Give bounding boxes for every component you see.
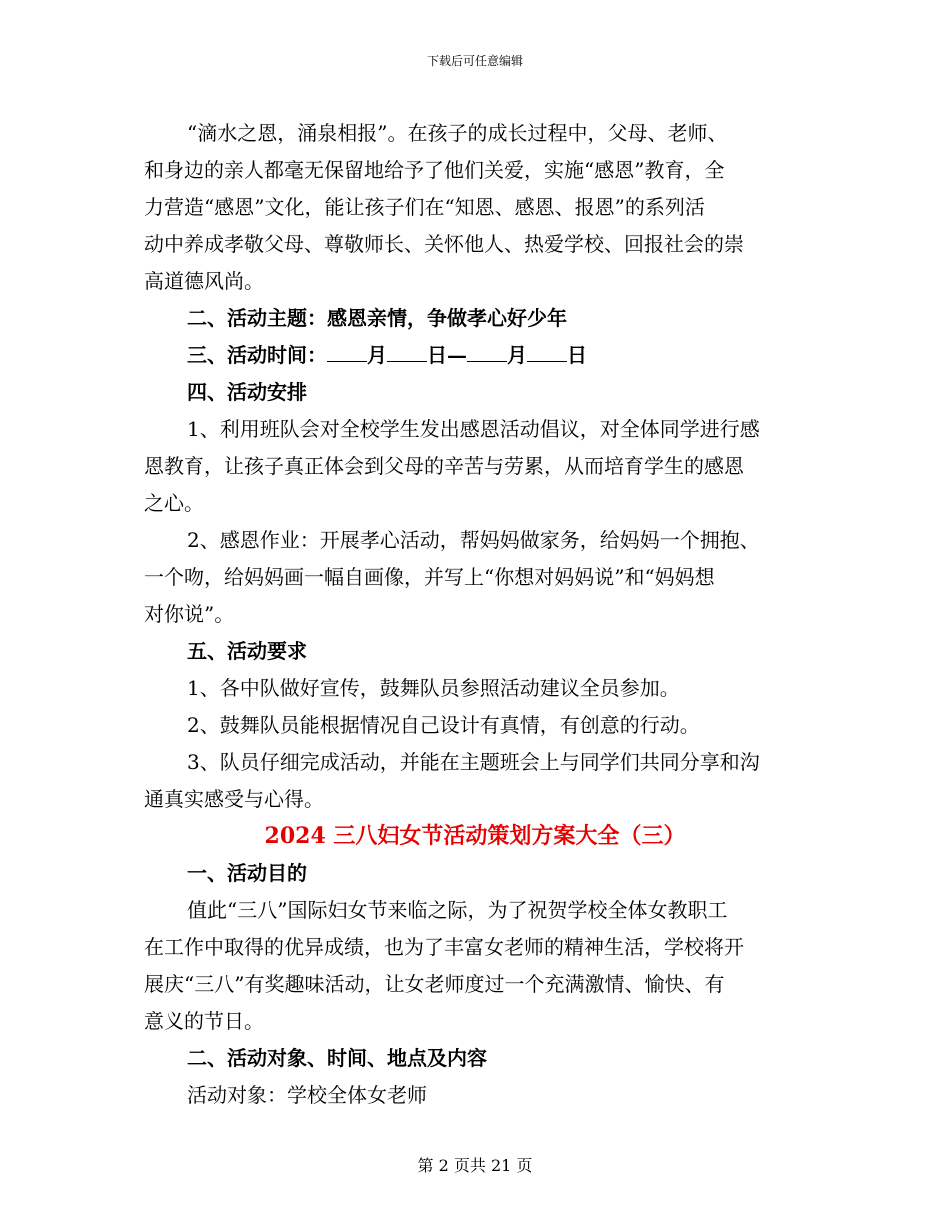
section-heading-theme: 二、活动主题：感恩亲情，争做孝心好少年 — [187, 306, 567, 330]
page-header: 下载后可任意编辑 — [426, 54, 523, 68]
arrangement-item-line: 1、利用班队会对全校学生发出感恩活动倡议，对全体同学进行感 — [187, 417, 760, 441]
blank-line — [387, 343, 427, 362]
section-heading-requirements: 五、活动要求 — [187, 639, 307, 663]
requirement-line: 2、鼓舞队员能根据情况自己设计有真情，有创意的行动。 — [187, 713, 700, 737]
arrangement-item-line: 之心。 — [144, 491, 204, 515]
time-prefix: 三、活动时间： — [187, 343, 327, 367]
intro-line: 动中养成孝敬父母、尊敬师长、关怀他人、热爱学校、回报社会的崇 — [144, 232, 744, 256]
document-title: 2024 三八妇女节活动策划方案大全（三） — [264, 823, 686, 849]
section-heading-target: 二、活动对象、时间、地点及内容 — [187, 1046, 487, 1070]
intro-line: 力营造“感恩”文化，能让孩子们在“知恩、感恩、报恩”的系列活 — [144, 195, 705, 219]
arrangement-item-line: 2、感恩作业：开展孝心活动，帮妈妈做家务，给妈妈一个拥抱、 — [187, 528, 760, 552]
purpose-line: 在工作中取得的优异成绩，也为了丰富女老师的精神生活，学校将开 — [144, 935, 744, 959]
intro-line: 和身边的亲人都毫无保留地给予了他们关爱，实施“感恩”教育，全 — [144, 158, 725, 182]
requirement-line: 1、各中队做好宣传，鼓舞队员参照活动建议全员参加。 — [187, 676, 680, 700]
time-month-1: 月 — [367, 343, 387, 367]
arrangement-item-line: 一个吻，给妈妈画一幅自画像，并写上“你想对妈妈说”和“妈妈想 — [144, 565, 715, 589]
purpose-line: 展庆“三八”有奖趣味活动，让女老师度过一个充满激情、愉快、有 — [144, 972, 725, 996]
arrangement-item-line: 对你说”。 — [144, 602, 235, 626]
purpose-line: 意义的节日。 — [144, 1009, 264, 1033]
target-line: 活动对象：学校全体女老师 — [187, 1083, 427, 1107]
section-heading-purpose: 一、活动目的 — [187, 861, 307, 885]
time-day-1: 日— — [427, 343, 467, 367]
arrangement-item-line: 恩教育，让孩子真正体会到父母的辛苦与劳累，从而培育学生的感恩 — [144, 454, 744, 478]
section-heading-time — [187, 337, 810, 374]
blank-line — [527, 343, 567, 362]
requirement-line: 通真实感受与心得。 — [144, 787, 324, 811]
section-heading-arrangement: 四、活动安排 — [187, 380, 307, 404]
requirement-line: 3、队员仔细完成活动，并能在主题班会上与同学们共同分享和沟 — [187, 750, 760, 774]
time-day-2: 日 — [567, 343, 587, 367]
purpose-line: 值此“三八”国际妇女节来临之际，为了祝贺学校全体女教职工 — [187, 898, 728, 922]
blank-line — [327, 343, 367, 362]
intro-line: “滴水之恩，涌泉相报”。在孩子的成长过程中，父母、老师、 — [187, 121, 728, 145]
time-month-2: 月 — [507, 343, 527, 367]
intro-line: 高道德风尚。 — [144, 269, 264, 293]
blank-line — [467, 343, 507, 362]
page-footer: 第 2 页共 21 页 — [417, 1156, 533, 1175]
